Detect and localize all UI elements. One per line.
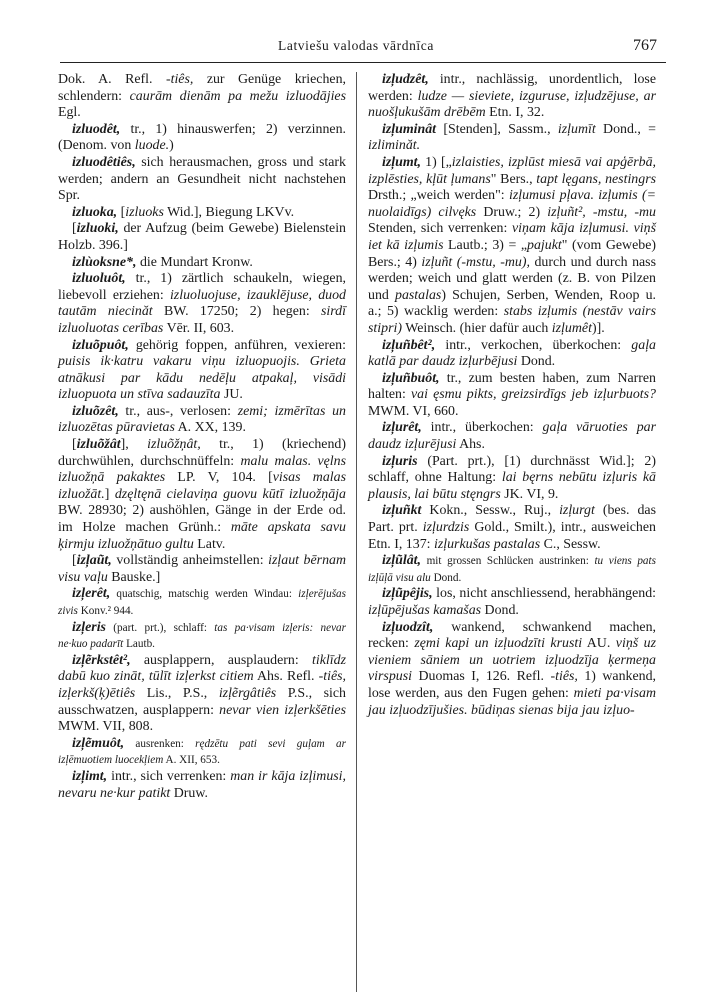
entry-example: puisis ik·katru vakaru viņu izluopuojis. Grieta atnākusi par kādu nedēļu atpakaļ, visādi izluopuota un stīva sadauzīta	[58, 354, 346, 403]
entry-text: A. XX, 139.	[174, 420, 246, 436]
entry-text: " (vom Gewebe) Bers.; 4)	[368, 237, 656, 270]
entry-headword: izļudzêt,	[382, 72, 429, 87]
entry-text: Lautb.; 3) = „	[443, 237, 528, 253]
entry-text: 1) wankend, lose werden, aus den Fugen gehen:	[368, 669, 656, 701]
dictionary-entry	[58, 255, 346, 272]
entry-text: Stenden, sich verrenken:	[368, 221, 512, 237]
entry-text: P.S., sich ausschwatzen, ausplappern:	[58, 685, 346, 718]
entry-headword: izļuodzît,	[382, 619, 434, 635]
entry-example: izluoks	[125, 204, 164, 220]
entry-example: pajukt	[527, 237, 562, 253]
dictionary-entry	[58, 155, 346, 205]
dictionary-entry	[368, 586, 656, 619]
entry-example: ludze — sieviete, izguruse, izļudzējuse, ar nuošļukušām drēbēm	[368, 88, 656, 121]
entry-example: izliminăt.	[368, 138, 421, 154]
dictionary-entry	[368, 371, 656, 421]
entry-text: gehörig foppen, anführen, vexieren:	[128, 337, 346, 353]
entry-text: Latv.	[193, 536, 226, 552]
entry-text: Weinsch. (hier dafür auch	[401, 320, 552, 336]
entry-text: 1) [„	[421, 154, 452, 170]
entry-example: sirdī izluoluotas cerības	[58, 304, 346, 336]
entry-text: Egl.	[58, 105, 81, 121]
entry-example: izļurdzis	[422, 520, 470, 536]
dictionary-entry	[368, 122, 656, 155]
entry-text: ],	[120, 437, 148, 453]
entry-headword: izļeris	[72, 619, 106, 635]
entry-example: -tiês,	[165, 72, 194, 87]
dictionary-entry	[58, 271, 346, 337]
dictionary-entry	[58, 122, 346, 155]
entry-text: [	[72, 437, 77, 453]
entry-text: [Stenden], Sassm.,	[436, 121, 558, 137]
entry-text: tr., 1) hinauswerfen; 2) verzinnen. (Denom. von	[58, 121, 346, 154]
entry-text: Wid.], Biegung LKVv.	[163, 204, 295, 220]
dictionary-entry	[58, 338, 346, 404]
entry-text: MWM. VI, 660.	[368, 403, 459, 419]
entry-example: stabs izļumis (nestāv vairs stipri)	[368, 304, 656, 336]
entry-example: zemi; izmērītas un izluozētas pūravietas	[58, 403, 346, 436]
entry-text: durch und durch nass werden; weich und glatt werden (z. B. von Pilzen und	[368, 254, 656, 303]
entry-example: -tiês,	[550, 669, 578, 685]
header-rule	[60, 62, 666, 63]
entry-headword: izluõzêt,	[72, 403, 119, 419]
entry-example: malu malas. vęlns izluožņā pakaktes	[58, 453, 346, 486]
entry-example: izļaut bērnam visu vaļu	[58, 553, 346, 585]
entry-example: izļūpējušas kamašas	[368, 603, 482, 618]
entry-example: viņam kāja izļumusi. viņš iet kā izļumis	[368, 221, 656, 253]
entry-text: wankend, schwankend machen, recken:	[368, 619, 656, 652]
entry-text: tr., zum besten haben, zum Narren halten:	[368, 370, 656, 403]
entry-text: tr., 1) zärtlich schaukeln, wiegen, liebevoll erziehen:	[58, 271, 346, 303]
entry-headword: izļumt,	[382, 154, 421, 170]
entry-headword: izļuñbêt²,	[382, 337, 436, 353]
dictionary-entry	[368, 155, 656, 338]
entry-text: Dond.	[481, 603, 519, 618]
entry-text: Druw.; 2)	[476, 204, 548, 220]
entry-example: visas malas izluožāt.	[58, 470, 346, 502]
entry-headword: izļimt,	[72, 768, 108, 784]
left-column	[58, 72, 346, 802]
entry-text: (Part. prt.), [1) durchnässt Wid.]; 2) schlaff, ohne Haltung:	[368, 453, 656, 486]
entry-text: (part. prt.), schlaff:	[105, 621, 215, 634]
entry-headword: izļũpêjis,	[382, 586, 433, 602]
dictionary-entry	[368, 553, 656, 586]
entry-text: Ahs. Refl.	[253, 669, 319, 685]
entry-text: quatschig, matschig werden Windau:	[110, 588, 299, 601]
entry-example: izluõžņât,	[147, 437, 201, 453]
entry-example: tu viens pats izļūļā visu alu	[368, 555, 656, 584]
entry-example: nevar vien izļerkšēties	[219, 702, 346, 718]
entry-example: izlaisties, izplūst miesā vai apģērbā, izplēsties, kļūt ļumans	[368, 154, 656, 187]
entry-text: zur Genüge kriechen, schlendern:	[58, 72, 346, 104]
entry-text: (bes. das Part. prt.	[368, 503, 656, 536]
entry-example: izļerkš(ķ)ētiês	[58, 685, 136, 701]
entry-text: der Aufzug (beim Gewebe) Bielenstein Holzb. 396.]	[58, 221, 346, 253]
entry-example: izļẽrgâtiês	[218, 685, 277, 701]
entry-example: zęmi kapi un izļuodzīti krusti	[414, 636, 583, 652]
entry-example: tapt lęgans, nestingrs	[536, 171, 657, 187]
entry-example: dzęltęnā cielaviņa guovu kūtī izluožņāja	[114, 486, 346, 502]
dictionary-entry	[58, 72, 346, 122]
entry-text: JK. VI, 9.	[500, 486, 559, 502]
entry-text: tr., aus-, verlosen:	[118, 403, 238, 419]
dictionary-entry	[58, 769, 346, 802]
dictionary-entry	[58, 404, 346, 437]
entry-headword: izluoki,	[76, 221, 119, 237]
entry-text: AU.	[582, 636, 616, 652]
entry-headword: izluodêt,	[72, 121, 121, 137]
entry-example: izļurgt	[559, 503, 595, 519]
entry-text: Drsth.; „weich werden":	[368, 188, 509, 204]
entry-text: [	[72, 553, 77, 569]
entry-text: [	[117, 204, 126, 220]
entry-text: Dond.	[430, 571, 462, 584]
dictionary-entry	[368, 420, 656, 453]
entry-text: Lautb.	[123, 638, 155, 651]
entry-text: Druw.	[170, 785, 208, 801]
running-head	[0, 38, 712, 58]
entry-example: izluoluojuse, izauklējuse, duod tautām niecinăt	[58, 287, 346, 320]
dictionary-entry	[368, 72, 656, 122]
entry-example: man ir kāja izļimusi, nevaru ne·kur patikt	[58, 768, 346, 801]
entry-headword: izļuñkt	[382, 503, 422, 519]
entry-text: Dond., =	[595, 121, 656, 137]
entry-text: mit grossen Schlücken austrinken:	[421, 555, 595, 568]
dictionary-entry	[58, 653, 346, 736]
entry-text: tr., 1) (kriechend) durchwühlen, durchschnüffeln:	[58, 437, 346, 469]
entry-example: caurām dienām pa mežu izluodājies	[129, 88, 347, 104]
entry-headword: izļaũt,	[76, 553, 112, 569]
entry-headword: izļuñbuôt,	[382, 370, 440, 386]
entry-text: Vēr. II, 603.	[163, 320, 235, 336]
entry-headword: izļẽmuôt,	[72, 735, 125, 751]
entry-example: rędzētu pati sevi guļam ar izļēmuotiem luocekļiem	[58, 737, 346, 767]
entry-headword: izļerêt,	[72, 586, 111, 602]
entry-example: izļumīt	[557, 121, 596, 137]
entry-text: LP. V, 104. [	[165, 470, 273, 486]
entry-text: sich herausmachen, gross und stark werden; andern an Gesundheit nicht nachstehen Spr.	[58, 154, 346, 204]
dictionary-entry	[58, 205, 346, 222]
page-title: Latviešu valodas vārdnīca	[278, 38, 434, 53]
column-divider	[356, 72, 357, 992]
entry-example: luode.	[134, 138, 170, 154]
entry-headword: izļũlât,	[382, 553, 421, 569]
entry-example: izļuñt², -mstu, -mu	[547, 204, 656, 220]
entry-headword: izļẽrkstêt²,	[72, 652, 131, 668]
entry-example: izļumêt	[551, 320, 592, 336]
entry-headword: izlùoksne*,	[72, 254, 137, 270]
entry-text: A. XII, 653.	[163, 754, 220, 767]
entry-text: vollständig anheimstellen:	[111, 553, 269, 569]
dictionary-entry	[58, 437, 346, 553]
entry-example: izļurkušas pastalas	[433, 536, 541, 552]
entry-text: Dond.	[517, 354, 556, 370]
page-number: 767	[633, 37, 657, 54]
entry-text: Gold., Smilt.), intr., ausweichen Etn. I, 137:	[368, 520, 656, 552]
entry-text: intr., nachlässig, unordentlich, lose werden:	[368, 72, 656, 104]
entry-text: JU.	[220, 387, 243, 403]
entry-headword: izluoluôt,	[72, 271, 126, 287]
entry-text: Kokn., Sessw., Ruj.,	[421, 503, 560, 519]
entry-text: Dok. A. Refl.	[58, 72, 166, 87]
entry-text: ausplappern, ausplaudern:	[130, 652, 313, 668]
entry-example: gaļa katlā par daudz izļurbējusi	[368, 337, 656, 370]
entry-text: Lis., P.S.,	[135, 685, 219, 701]
right-column	[368, 72, 656, 719]
entry-example: vai ęsmu pikts, greizsirdīgs jeb izļurbuots?	[410, 387, 656, 403]
entry-headword: izluodêtiês,	[72, 154, 136, 170]
entry-example: izļumusi pļava. izļumis (= nuolaidīgs) cilvęks	[368, 188, 656, 220]
entry-example: tas pa·visam izļeris: nevar ne·kuo padarīt	[58, 621, 346, 651]
dictionary-entry	[58, 620, 346, 653]
entry-text: ]	[104, 486, 115, 502]
entry-example: mieti pa·visam jau izļuodzījušies. būdiņas sienas bija jau izļuo-	[368, 685, 656, 718]
entry-text: Bauske.]	[107, 569, 161, 585]
entry-text: Etn. I, 32.	[485, 105, 545, 121]
dictionary-entry	[368, 503, 656, 553]
dictionary-entry	[58, 553, 346, 586]
entry-headword: izļurêt,	[382, 420, 422, 436]
entry-text: intr., überkochen:	[421, 420, 543, 436]
entry-text: BW. 17250; 2) hegen:	[152, 304, 322, 320]
dictionary-entry	[368, 620, 656, 720]
entry-headword: izluoka,	[72, 204, 118, 220]
entry-text: C., Sessw.	[540, 536, 601, 552]
entry-text: [	[72, 221, 77, 237]
entry-headword: izļuminât	[382, 121, 437, 137]
dictionary-entry	[58, 221, 346, 254]
entry-text: " Bers.,	[490, 171, 537, 187]
entry-headword: izluõpuôt,	[72, 337, 129, 353]
dictionary-entry	[58, 736, 346, 769]
entry-text: ausrenken:	[124, 737, 196, 750]
entry-example: tiklīdz dabū kuo zināt, tūlīt izļerkst citiem	[58, 652, 346, 685]
dictionary-entry	[368, 338, 656, 371]
entry-text: die Mundart Kronw.	[136, 254, 253, 270]
entry-text: Konv.² 944.	[77, 605, 134, 617]
entry-text: intr., sich verrenken:	[107, 768, 231, 784]
entry-text: MWM. VII, 808.	[58, 719, 154, 735]
entry-example: gaļa vāruoties par daudz izļurējusi	[368, 420, 656, 453]
entry-example: pastalas	[395, 287, 442, 303]
entry-text: )].	[591, 320, 605, 336]
entry-example: viņš uz vieniem sāniem un uotriem izļuodzīja ķermeņa virspusi	[368, 636, 656, 685]
entry-text: ) Schujen, Serben, Wenden, Roop u. a.; 5) wacklig werden:	[368, 287, 656, 320]
entry-text: intr., verkochen, überkochen:	[435, 337, 632, 353]
entry-headword: izluõžât	[76, 437, 121, 453]
entry-text: )	[169, 138, 174, 154]
entry-example: izļuñt (-mstu, -mu),	[421, 254, 530, 270]
entry-example: izļerējušas zivis	[58, 588, 346, 617]
entry-example: -tiês,	[318, 669, 346, 685]
dictionary-entry	[368, 454, 656, 504]
entry-text: BW. 28930; 2) aushöhlen, Gänge in der Erde od. im Holze machen Grünh.:	[58, 503, 346, 536]
entry-text: Ahs.	[456, 437, 485, 453]
entry-example: lai bęrns nebūtu izļuris kā plausis, lai būtu stęngrs	[368, 470, 656, 502]
dictionary-entry	[58, 586, 346, 619]
entry-text: Duomas I, 126. Refl.	[412, 669, 551, 685]
entry-headword: izļuris	[382, 453, 418, 469]
entry-text: los, nicht anschliessend, herabhängend:	[432, 586, 656, 602]
entry-example: māte apskata savu ķirmju izluožņātuo gultu	[58, 520, 346, 552]
